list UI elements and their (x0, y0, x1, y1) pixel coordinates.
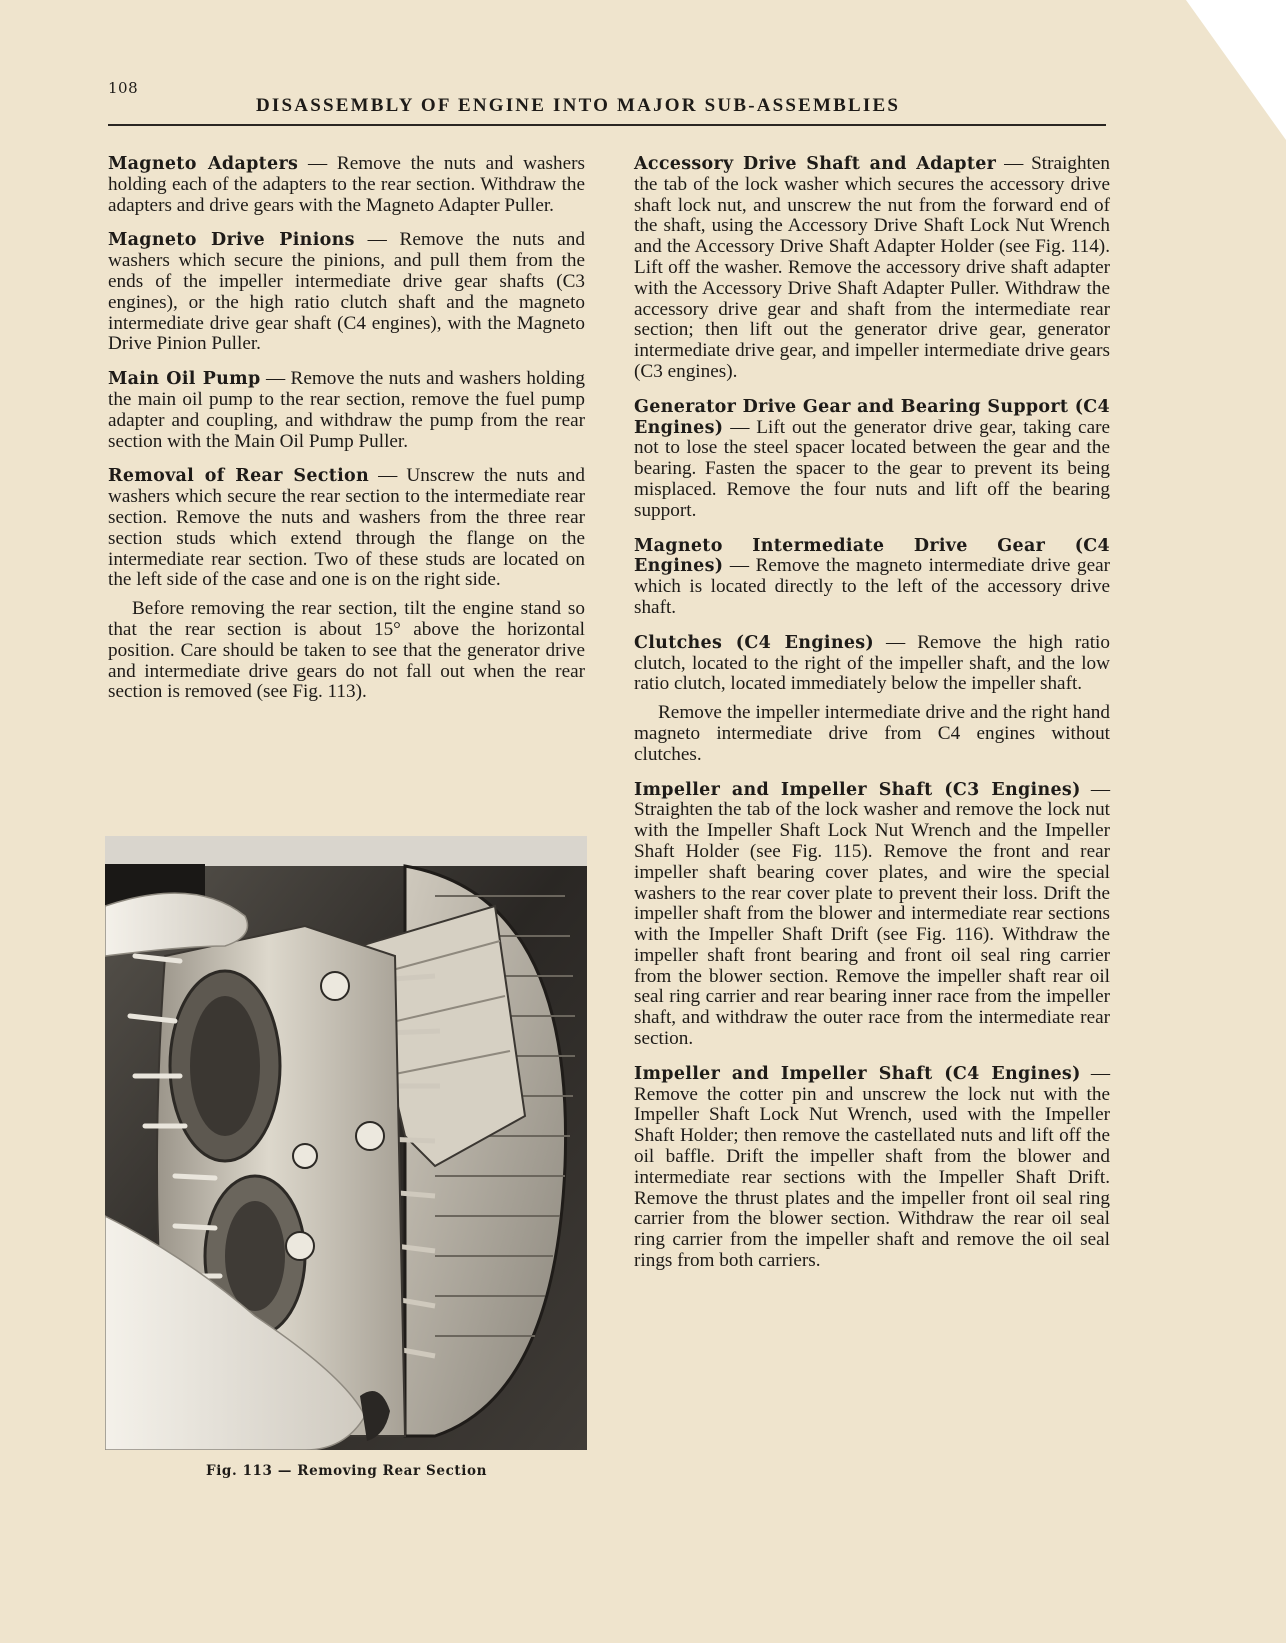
paragraph-before-removing: Before removing the rear section, tilt the engine stand so that the rear section is about 15° above the horizontal position. Care should be taken to see that the generator drive and intermediate drive gears do not fall out when the rear section is removed (see Fig. 113). (108, 598, 585, 703)
section-title: Accessory Drive Shaft and Adapter (634, 154, 997, 174)
torn-page-corner (1186, 0, 1286, 140)
section-title: Removal of Rear Section (108, 466, 370, 487)
right-column (634, 154, 1110, 1286)
paragraph-text: — Remove the cotter pin and unscrew the lock nut with the Impeller Shaft Lock Nut Wrench, used with the Impeller Shaft Holder; then remove the castellated nuts and lift off the oil baffle. Drift the impeller shaft from the blower and intermediate rear sections with the Impeller Shaft Drift. Remove the thrust plates and the impeller front oil seal ring carrier from the blower section. Withdraw the rear oil seal ring carrier from the impeller shaft and remove the oil seal rings from both carriers. (634, 1062, 1111, 1272)
section-title: Impeller and Impeller Shaft (C3 Engines) (634, 779, 1081, 800)
figure-caption: Fig. 113 — Removing Rear Section (206, 1463, 487, 1479)
page-header: DISASSEMBLY OF ENGINE INTO MAJOR SUB-ASSEMBLIES (256, 95, 901, 116)
paragraph-impeller-shaft-c4 (634, 1064, 1110, 1272)
section-title: Magneto Adapters (108, 154, 299, 174)
header-rule (108, 124, 1106, 126)
paragraph-text: — Unscrew the nuts and washers which secure the rear section to the intermediate rear section. Remove the nuts and washers from the three rear section studs which extend through the flange on the intermediate rear section. Two of these studs are located on the left side of the case and one is on the right side. (108, 465, 585, 591)
paragraph-text: — Lift out the generator drive gear, taking care not to lose the steel spacer located between the gear and the bearing. Fasten the spacer to the gear to prevent its being misplaced. Remove the four nuts and lift off the bearing support. (634, 416, 1110, 521)
section-title: Generator Drive Gear and Bearing Support (C4 Engines) (634, 396, 1110, 438)
section-title: Impeller and Impeller Shaft (C4 Engines) (634, 1063, 1081, 1084)
section-title: Magneto Intermediate Drive Gear (C4 Engines) (634, 535, 1110, 577)
paragraph-text: — Remove the magneto intermediate drive gear which is located directly to the left of the accessory drive shaft. (634, 555, 1110, 618)
paragraph-remove-impeller-drive: Remove the impeller intermediate drive and the right hand magneto intermediate drive from C4 engines without clutches. (634, 702, 1110, 765)
section-title: Magneto Drive Pinions (108, 230, 355, 251)
paragraph-clutches (634, 633, 1110, 695)
paragraph-text: — Remove the high ratio clutch, located to the right of the impeller shaft, and the low ratio clutch, located immediately below the impeller shaft. (634, 631, 1110, 695)
paragraph-text: — Straighten the tab of the lock washer which secures the accessory drive shaft lock nut, and unscrew the nut from the forward end of the shaft, using the Accessory Drive Shaft Lock Nut Wrench and the Accessory Drive Shaft Adapter Holder (see Fig. 114). Lift off the washer. Remove the accessory drive shaft adapter with the Accessory Drive Shaft Adapter Puller. Withdraw the accessory drive gear and shaft from the intermediate rear section; then lift out the generator drive gear, generator intermediate drive gear, and impeller intermediate drive gears (C3 engines). (634, 153, 1111, 382)
paragraph-accessory-drive-shaft (634, 154, 1110, 383)
paragraph-text: — Remove the nuts and washers holding the main oil pump to the rear section, remove the fuel pump adapter and coupling, and withdraw the pump from the rear section with the Main Oil Pump Puller. (108, 368, 586, 452)
section-title: Main Oil Pump (108, 369, 261, 390)
paragraph-magneto-drive-pinions (108, 230, 585, 355)
paragraph-text: — Remove the nuts and washers holding each of the adapters to the rear section. Withdraw the adapters and drive gears with the Magneto Adapter Puller. (108, 153, 585, 216)
paragraph-magneto-adapters (108, 154, 585, 216)
paragraph-impeller-shaft-c3 (634, 780, 1110, 1050)
left-column (108, 154, 585, 717)
paragraph-removal-rear-section (108, 466, 585, 591)
paragraph-generator-drive-gear (634, 397, 1110, 522)
paragraph-magneto-intermediate-drive-gear (634, 536, 1110, 619)
page-number: 108 (108, 79, 139, 97)
paragraph-text: — Remove the nuts and washers which secure the pinions, and pull them from the ends of the impeller intermediate drive gear shafts (C3 engines), or the high ratio clutch shaft and the magneto intermediate drive gear shaft (C4 engines), with the Magneto Drive Pinion Puller. (108, 229, 585, 355)
paragraph-text: — Straighten the tab of the lock washer and remove the lock nut with the Impeller Shaft Lock Nut Wrench and the Impeller Shaft Holder (see Fig. 115). Remove the front and rear impeller shaft bearing cover plates, and wire the special washers to the rear cover plate to prevent their loss. Drift the impeller shaft from the blower and intermediate rear sections with the Impeller Shaft Drift (see Fig. 116). Withdraw the impeller shaft front bearing and front oil seal ring carrier from the blower section. Remove the impeller shaft rear oil seal ring carrier and rear bearing inner race from the impeller shaft, and withdraw the outer race from the intermediate rear section. (634, 778, 1111, 1050)
paragraph-main-oil-pump (108, 369, 585, 452)
figure-113-photo (105, 836, 587, 1450)
section-title: Clutches (C4 Engines) (634, 632, 875, 653)
